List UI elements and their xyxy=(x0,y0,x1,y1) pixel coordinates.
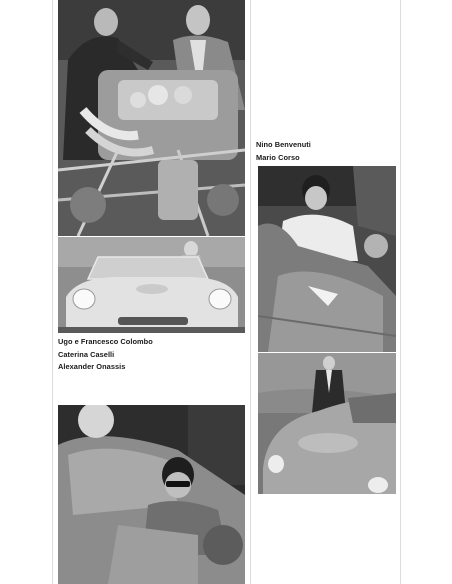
photo-man-in-race-car xyxy=(258,166,396,352)
caption-line: Ugo e Francesco Colombo xyxy=(58,337,153,346)
right-margin-rule xyxy=(400,0,401,584)
caption-line: Caterina Caselli xyxy=(58,349,115,359)
column-divider xyxy=(250,0,251,584)
right-caption-block xyxy=(256,139,311,164)
left-margin-rule xyxy=(52,0,53,584)
caption-line: Alexander Onassis xyxy=(58,362,126,371)
photo-man-with-sports-car xyxy=(258,353,396,494)
caption-line: Mario Corso xyxy=(256,152,300,162)
left-caption-block xyxy=(58,336,153,374)
photo-driver-sunglasses xyxy=(58,405,245,584)
photo-engine-inspection xyxy=(58,0,245,236)
photo-convertible xyxy=(58,237,245,333)
caption-line: Nino Benvenuti xyxy=(256,140,311,149)
